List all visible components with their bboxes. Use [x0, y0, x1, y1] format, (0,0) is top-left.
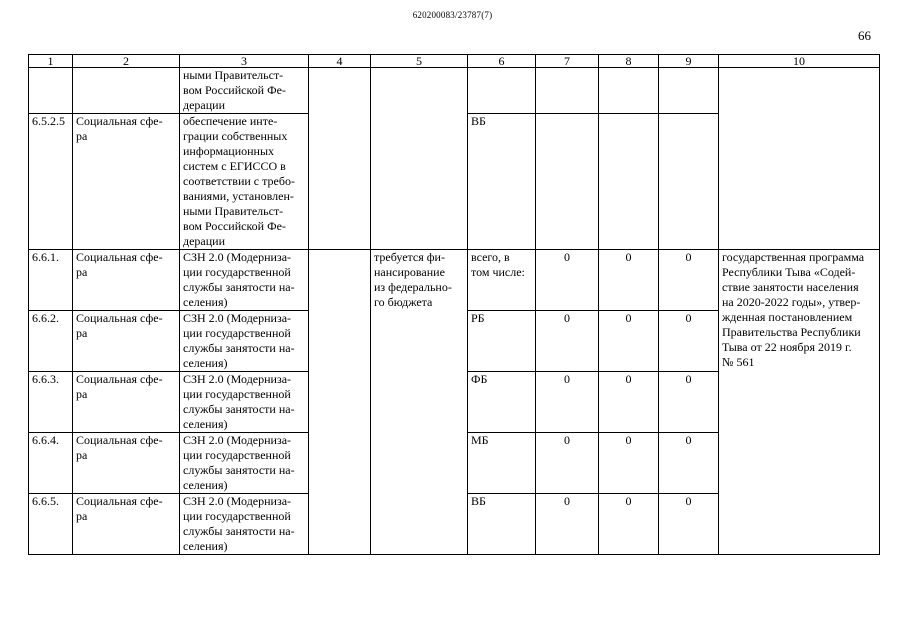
- description-text: СЗН 2.0 (Модерниза- ции государственной службы занятости на- селения): [183, 433, 295, 492]
- program-cell: [719, 250, 880, 555]
- table-row: [29, 68, 880, 114]
- description-cell: [180, 494, 309, 555]
- value-cell: 0: [536, 372, 599, 433]
- sphere-text: Социальная сфе- ра: [76, 433, 163, 462]
- column-header: 4: [309, 55, 371, 68]
- code-cell: [29, 68, 73, 114]
- code-cell: 6.6.4.: [29, 433, 73, 494]
- value-cell: [659, 68, 719, 114]
- sphere-cell: [73, 433, 180, 494]
- column-header: 8: [599, 55, 659, 68]
- column-header: 5: [371, 55, 468, 68]
- table-header-row: [29, 55, 880, 68]
- description-cell: [180, 68, 309, 114]
- program-cell: [719, 68, 880, 250]
- table-row: [29, 250, 880, 311]
- source-cell: ВБ: [468, 114, 536, 250]
- code-cell: 6.6.1.: [29, 250, 73, 311]
- value-cell: 0: [599, 311, 659, 372]
- description-cell: [180, 114, 309, 250]
- empty-cell: [309, 250, 371, 555]
- description-text: СЗН 2.0 (Модерниза- ции государственной службы занятости на- селения): [183, 494, 295, 553]
- column-header: 3: [180, 55, 309, 68]
- column-header: 10: [719, 55, 880, 68]
- source-cell: ФБ: [468, 372, 536, 433]
- sphere-cell: [73, 250, 180, 311]
- value-cell: [536, 114, 599, 250]
- financing-cell: [371, 68, 468, 250]
- value-cell: 0: [659, 250, 719, 311]
- description-cell: [180, 250, 309, 311]
- value-cell: [659, 114, 719, 250]
- source-cell: РБ: [468, 311, 536, 372]
- value-cell: [536, 68, 599, 114]
- program-text: государственная программа Республики Тыва «Содей- ствие занятости населения на 2020-2022 годы», утвер- жденная постановлением Правительства Республики Тыва от 22 ноября 2019 г. № 561: [722, 250, 865, 369]
- program-measures-table: [28, 54, 880, 555]
- column-header: 7: [536, 55, 599, 68]
- description-cell: [180, 433, 309, 494]
- sphere-text: Социальная сфе- ра: [76, 114, 163, 143]
- value-cell: 0: [659, 311, 719, 372]
- description-text: СЗН 2.0 (Модерниза- ции государственной службы занятости на- селения): [183, 372, 295, 431]
- code-cell: 6.5.2.5: [29, 114, 73, 250]
- value-cell: 0: [659, 433, 719, 494]
- value-cell: 0: [659, 372, 719, 433]
- column-header: 9: [659, 55, 719, 68]
- value-cell: 0: [536, 250, 599, 311]
- value-cell: 0: [536, 433, 599, 494]
- code-cell: 6.6.3.: [29, 372, 73, 433]
- column-header: 6: [468, 55, 536, 68]
- description-text: обеспечение интe- грации собственных информационных систем с ЕГИССО в соответствии с требо- ваниями, установлен- ными Правительст- вом Российской Фе- дерации: [183, 114, 295, 248]
- sphere-text: Социальная сфе- ра: [76, 494, 163, 523]
- description-cell: [180, 311, 309, 372]
- source-text: всего, в том числе:: [471, 250, 525, 279]
- sphere-cell: [73, 372, 180, 433]
- code-cell: 6.6.2.: [29, 311, 73, 372]
- description-text: СЗН 2.0 (Модерниза- ции государственной службы занятости на- селения): [183, 250, 295, 309]
- sphere-text: Социальная сфе- ра: [76, 250, 163, 279]
- empty-cell: [309, 68, 371, 250]
- description-cell: [180, 372, 309, 433]
- value-cell: 0: [599, 372, 659, 433]
- source-cell: МБ: [468, 433, 536, 494]
- value-cell: 0: [536, 311, 599, 372]
- code-cell: 6.6.5.: [29, 494, 73, 555]
- sphere-cell: [73, 311, 180, 372]
- description-text: СЗН 2.0 (Модерниза- ции государственной службы занятости на- селения): [183, 311, 295, 370]
- financing-text: требуется фи- нансирование из федерально- го бюджета: [374, 250, 452, 309]
- value-cell: 0: [599, 250, 659, 311]
- sphere-cell: [73, 114, 180, 250]
- sphere-cell: [73, 68, 180, 114]
- sphere-text: Социальная сфе- ра: [76, 372, 163, 401]
- source-cell: [468, 68, 536, 114]
- page-number: 66: [858, 28, 871, 43]
- column-header: 1: [29, 55, 73, 68]
- document-registration-number: 620200083/23787(7): [412, 10, 493, 20]
- financing-cell: [371, 250, 468, 555]
- sphere-text: Социальная сфе- ра: [76, 311, 163, 340]
- value-cell: [599, 114, 659, 250]
- value-cell: 0: [536, 494, 599, 555]
- value-cell: [599, 68, 659, 114]
- sphere-cell: [73, 494, 180, 555]
- value-cell: 0: [659, 494, 719, 555]
- value-cell: 0: [599, 433, 659, 494]
- source-cell: ВБ: [468, 494, 536, 555]
- description-text: ными Правительст- вом Российской Фе- дерации: [183, 68, 286, 112]
- source-cell: [468, 250, 536, 311]
- value-cell: 0: [599, 494, 659, 555]
- column-header: 2: [73, 55, 180, 68]
